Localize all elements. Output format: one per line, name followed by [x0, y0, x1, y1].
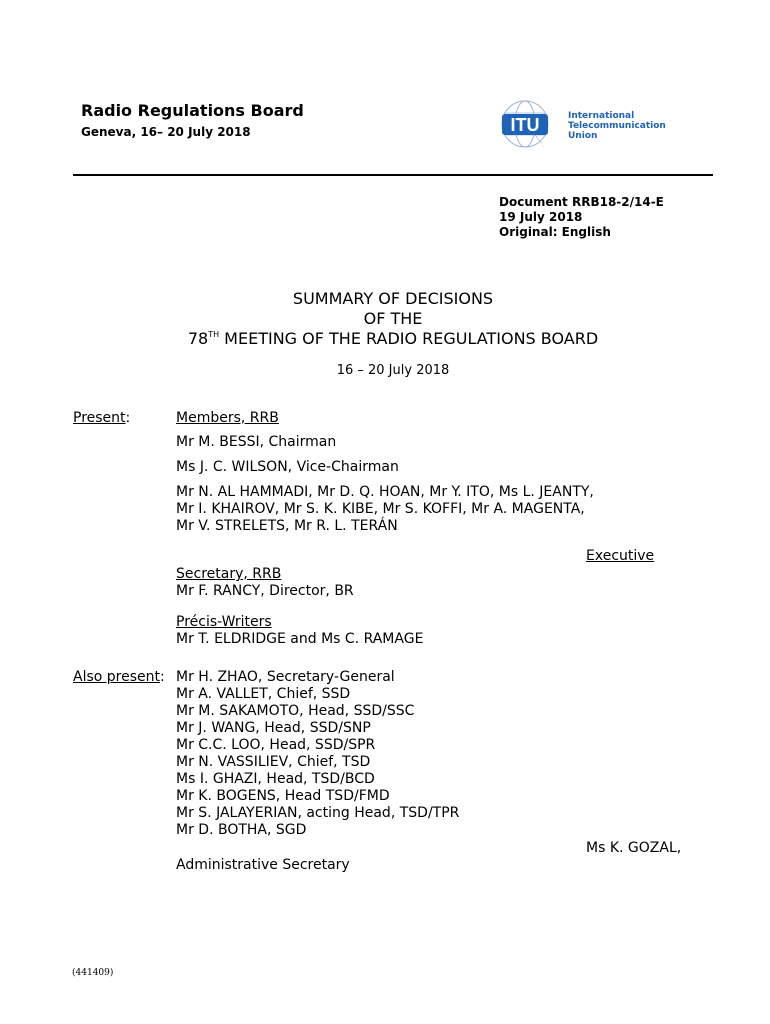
itu-name-line: Telecommunication — [568, 121, 666, 131]
members-heading: Members, RRB — [176, 410, 279, 426]
members-list — [176, 484, 594, 535]
executive-heading-part2: Secretary, RRB — [176, 566, 282, 582]
meeting-number-suffix: TH — [208, 330, 220, 339]
meeting-venue: Geneva, 16– 20 July 2018 — [81, 125, 251, 139]
precis-writers: Mr T. ELDRIDGE and Ms C. RAMAGE — [176, 631, 424, 647]
members-line: Mr N. AL HAMMADI, Mr D. Q. HOAN, Mr Y. ITO, Ms L. JEANTY, — [176, 484, 594, 500]
board-name: Radio Regulations Board — [81, 101, 304, 120]
executive-secretary: Mr F. RANCY, Director, BR — [176, 583, 354, 599]
itu-name — [568, 111, 666, 141]
document-date: 19 July 2018 — [499, 210, 583, 224]
itu-abbrev: ITU — [510, 115, 540, 135]
also-present-line: Mr A. VALLET, Chief, SSD — [176, 686, 351, 702]
itu-name-line: Union — [568, 131, 598, 141]
vice-chairman: Ms J. C. WILSON, Vice-Chairman — [176, 459, 399, 475]
precis-writers-heading: Précis-Writers — [176, 614, 272, 630]
itu-logo — [499, 86, 681, 158]
document-meta — [499, 195, 664, 240]
title-line-3 — [0, 329, 770, 348]
also-present-line: Mr D. BOTHA, SGD — [176, 822, 307, 838]
chairman: Mr M. BESSI, Chairman — [176, 434, 337, 450]
title-line-3-rest: MEETING OF THE RADIO REGULATIONS BOARD — [219, 329, 599, 348]
itu-logo-icon — [499, 86, 571, 158]
also-present-line: Mr S. JALAYERIAN, acting Head, TSD/TPR — [176, 805, 460, 821]
also-present-line: Mr K. BOGENS, Head TSD/FMD — [176, 788, 390, 804]
header-divider — [73, 174, 713, 176]
meeting-number: 78 — [187, 329, 209, 348]
title-line-1: SUMMARY OF DECISIONS — [292, 289, 494, 308]
present-label: Present: — [73, 410, 131, 426]
also-present-list — [176, 669, 459, 839]
also-present-line: Mr M. SAKAMOTO, Head, SSD/SSC — [176, 703, 415, 719]
document-reference: (441409) — [72, 968, 114, 978]
also-present-label: Also present: — [73, 669, 165, 685]
document-number: Document RRB18-2/14-E — [499, 195, 664, 209]
meeting-dates: 16 – 20 July 2018 — [336, 363, 450, 378]
also-present-line: Ms I. GHAZI, Head, TSD/BCD — [176, 771, 375, 787]
members-line: Mr V. STRELETS, Mr R. L. TERÁN — [176, 518, 398, 534]
members-line: Mr I. KHAIROV, Mr S. K. KIBE, Mr S. KOFFI, Mr A. MAGENTA, — [176, 501, 585, 517]
also-present-line: Mr C.C. LOO, Head, SSD/SPR — [176, 737, 376, 753]
document-original-language: Original: English — [499, 225, 611, 239]
also-present-line: Mr N. VASSILIEV, Chief, TSD — [176, 754, 371, 770]
administrative-secretary-role: Administrative Secretary — [176, 857, 350, 873]
also-present-line: Mr H. ZHAO, Secretary-General — [176, 669, 395, 685]
title-line-2: OF THE — [363, 309, 423, 328]
also-present-line: Mr J. WANG, Head, SSD/SNP — [176, 720, 371, 736]
administrative-secretary-name: Ms K. GOZAL, — [586, 840, 682, 856]
itu-name-line: International — [568, 111, 635, 121]
executive-heading-part1: Executive — [586, 548, 655, 564]
